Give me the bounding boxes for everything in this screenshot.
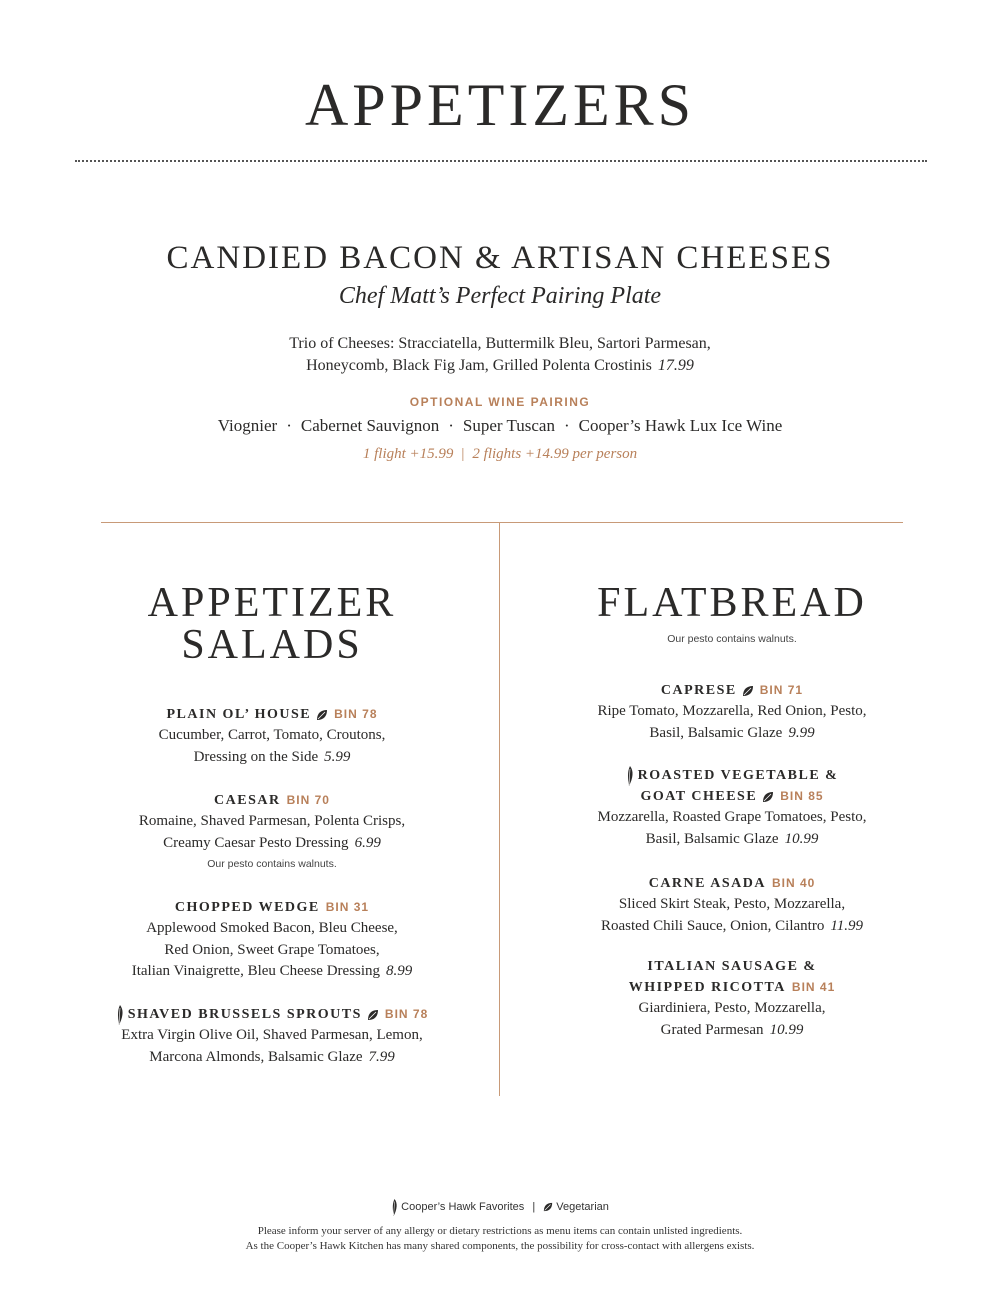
item-desc-line-2	[72, 1047, 472, 1069]
item-desc-line-2	[532, 916, 932, 938]
item-name-row	[72, 1004, 472, 1025]
flatbread-pesto-note: Our pesto contains walnuts.	[667, 633, 797, 645]
flight-price-one: 1 flight +15.99	[362, 446, 454, 462]
leaf-icon	[762, 791, 774, 803]
item-price: 5.99	[324, 748, 351, 765]
bin-number: BIN 85	[780, 789, 824, 804]
item-desc-line-2	[72, 833, 472, 855]
wine-pairing-label: OPTIONAL WINE PAIRING	[409, 395, 591, 409]
item-desc-line-2	[532, 829, 932, 851]
leaf-icon	[367, 1009, 379, 1021]
item-desc-text: Marcona Almonds, Balsamic Glaze	[149, 1048, 363, 1065]
feature-desc-line-1: Trio of Cheeses: Stracciatella, Buttermilk Bleu, Sartori Parmesan,	[289, 335, 711, 352]
item-name-row	[72, 790, 472, 811]
flatbread-section-title: FLATBREAD	[597, 580, 867, 626]
feature-subtitle: Chef Matt’s Perfect Pairing Plate	[338, 283, 662, 309]
wine-separator: ·	[563, 416, 570, 435]
menu-item-roasted-vegetable-goat-cheese	[532, 766, 932, 850]
item-desc-line-1: Romaine, Shaved Parmesan, Polenta Crisps,	[138, 813, 406, 829]
wine-option: Viognier	[217, 416, 278, 435]
feature-desc-line-2	[0, 355, 1000, 377]
legend-separator: |	[532, 1201, 536, 1213]
item-name: ROASTED VEGETABLE &	[637, 768, 839, 784]
allergy-disclaimer	[0, 1224, 1000, 1254]
feature-price: 17.99	[657, 357, 694, 374]
bin-number: BIN 78	[334, 707, 378, 721]
bin-number: BIN 41	[791, 980, 836, 994]
item-name: PLAIN OL’ HOUSE	[166, 707, 312, 722]
legend-favorites: Cooper’s Hawk Favorites	[401, 1201, 525, 1213]
menu-item-italian-sausage-whipped-ricotta	[532, 957, 932, 1041]
item-name-row	[72, 897, 472, 918]
wine-separator: ·	[286, 416, 292, 435]
disclaimer-line-1: Please inform your server of any allergy or dietary restrictions as menu items can contain unlisted ingredients.	[257, 1225, 743, 1237]
section-divider-horizontal	[101, 522, 903, 523]
item-desc-line-1: Extra Virgin Olive Oil, Shaved Parmesan, Lemon,	[121, 1027, 423, 1043]
feather-icon	[116, 1005, 124, 1025]
wine-separator: ·	[448, 416, 454, 435]
item-desc-line-1: Sliced Skirt Steak, Pesto, Mozzarella,	[618, 896, 846, 912]
bin-number: BIN 70	[286, 793, 330, 807]
item-name-row-1: ITALIAN SAUSAGE &	[647, 959, 817, 974]
item-name: WHIPPED RICOTTA	[628, 980, 786, 995]
menu-item-carne-asada	[532, 873, 932, 937]
item-desc-text: Grated Parmesan	[660, 1021, 764, 1038]
leaf-icon	[316, 709, 328, 721]
wine-option: Super Tuscan	[462, 416, 555, 435]
item-desc-line-1: Ripe Tomato, Mozzarella, Red Onion, Pesto,	[597, 703, 867, 719]
page-title: APPETIZERS	[304, 72, 696, 138]
bin-number: BIN 71	[759, 683, 804, 697]
item-desc-line-2: Red Onion, Sweet Grape Tomatoes,	[164, 941, 380, 958]
item-desc-line-3	[72, 961, 472, 983]
item-desc-text: Italian Vinaigrette, Bleu Cheese Dressing	[131, 963, 381, 979]
item-name: CARNE ASADA	[648, 876, 766, 891]
item-price: 10.99	[769, 1021, 804, 1038]
salads-title-line-2: SALADS	[181, 622, 363, 668]
item-name-row-2	[532, 786, 932, 807]
menu-item-caprese	[532, 680, 932, 744]
flight-separator: |	[461, 446, 465, 462]
item-desc-line-2	[532, 1020, 932, 1042]
bin-number: BIN 31	[325, 900, 370, 914]
menu-item-shaved-brussels-sprouts	[72, 1004, 472, 1068]
item-desc-text: Roasted Chili Sauce, Onion, Cilantro	[601, 917, 825, 934]
feature-title: CANDIED BACON & ARTISAN CHEESES	[166, 240, 834, 276]
item-desc-text: Creamy Caesar Pesto Dressing	[163, 834, 349, 851]
item-name-row	[532, 873, 932, 894]
item-name-row	[532, 680, 932, 701]
item-desc-line-1: Applewood Smoked Bacon, Bleu Cheese,	[146, 920, 398, 936]
item-price: 9.99	[788, 724, 815, 741]
bin-number: BIN 40	[771, 876, 816, 890]
item-price: 10.99	[784, 830, 819, 847]
feature-desc-line-2-text: Honeycomb, Black Fig Jam, Grilled Polenta Crostinis	[306, 357, 652, 374]
item-desc-line-1: Mozzarella, Roasted Grape Tomatoes, Pesto,	[597, 809, 867, 826]
section-divider-vertical	[499, 522, 500, 1096]
feather-icon	[626, 766, 634, 786]
item-price: 7.99	[368, 1048, 395, 1065]
item-name: CAPRESE	[660, 683, 737, 698]
bin-number: BIN 78	[384, 1007, 429, 1021]
feature-description	[0, 333, 1000, 377]
menu-item-chopped-wedge	[72, 897, 472, 983]
wine-option: Cooper’s Hawk Lux Ice Wine	[578, 416, 783, 435]
item-name-row-1	[532, 766, 932, 786]
flight-price-two: 2 flights +14.99 per person	[472, 446, 638, 462]
menu-item-caesar	[72, 790, 472, 871]
item-price: 6.99	[354, 834, 381, 851]
feather-icon	[391, 1199, 398, 1216]
item-desc-line-2	[72, 747, 472, 769]
item-name: CHOPPED WEDGE	[174, 900, 320, 915]
item-name: CAESAR	[214, 793, 281, 808]
dotted-divider	[75, 160, 927, 162]
menu-item-plain-ol-house	[72, 704, 472, 768]
item-desc-line-1: Giardiniera, Pesto, Mozzarella,	[638, 1000, 826, 1016]
item-name-row	[72, 704, 472, 725]
item-desc-text: Basil, Balsamic Glaze	[645, 830, 779, 847]
item-desc-text: Basil, Balsamic Glaze	[649, 724, 783, 741]
salads-title-line-1: APPETIZER	[147, 580, 397, 626]
flight-prices	[0, 444, 1000, 464]
item-desc-line-1: Cucumber, Carrot, Tomato, Croutons,	[158, 727, 386, 743]
leaf-icon	[543, 1202, 553, 1212]
pesto-note: Our pesto contains walnuts.	[207, 858, 337, 870]
item-name-row-2	[532, 977, 932, 998]
item-name: GOAT CHEESE	[640, 789, 758, 805]
item-desc-line-2	[532, 723, 932, 745]
wine-option: Cabernet Sauvignon	[300, 416, 440, 435]
disclaimer-line-2: As the Cooper’s Hawk Kitchen has many shared components, the possibility for cross-contact with allergens exists.	[245, 1240, 755, 1252]
item-price: 8.99	[386, 963, 413, 979]
legend-vegetarian: Vegetarian	[556, 1201, 609, 1213]
wine-list	[0, 415, 1000, 437]
leaf-icon	[742, 685, 754, 697]
item-price: 11.99	[830, 917, 863, 934]
item-name: SHAVED BRUSSELS SPROUTS	[127, 1007, 362, 1022]
item-desc-text: Dressing on the Side	[193, 748, 319, 765]
footer-legend	[0, 1198, 1000, 1216]
salads-section-title	[72, 582, 472, 666]
